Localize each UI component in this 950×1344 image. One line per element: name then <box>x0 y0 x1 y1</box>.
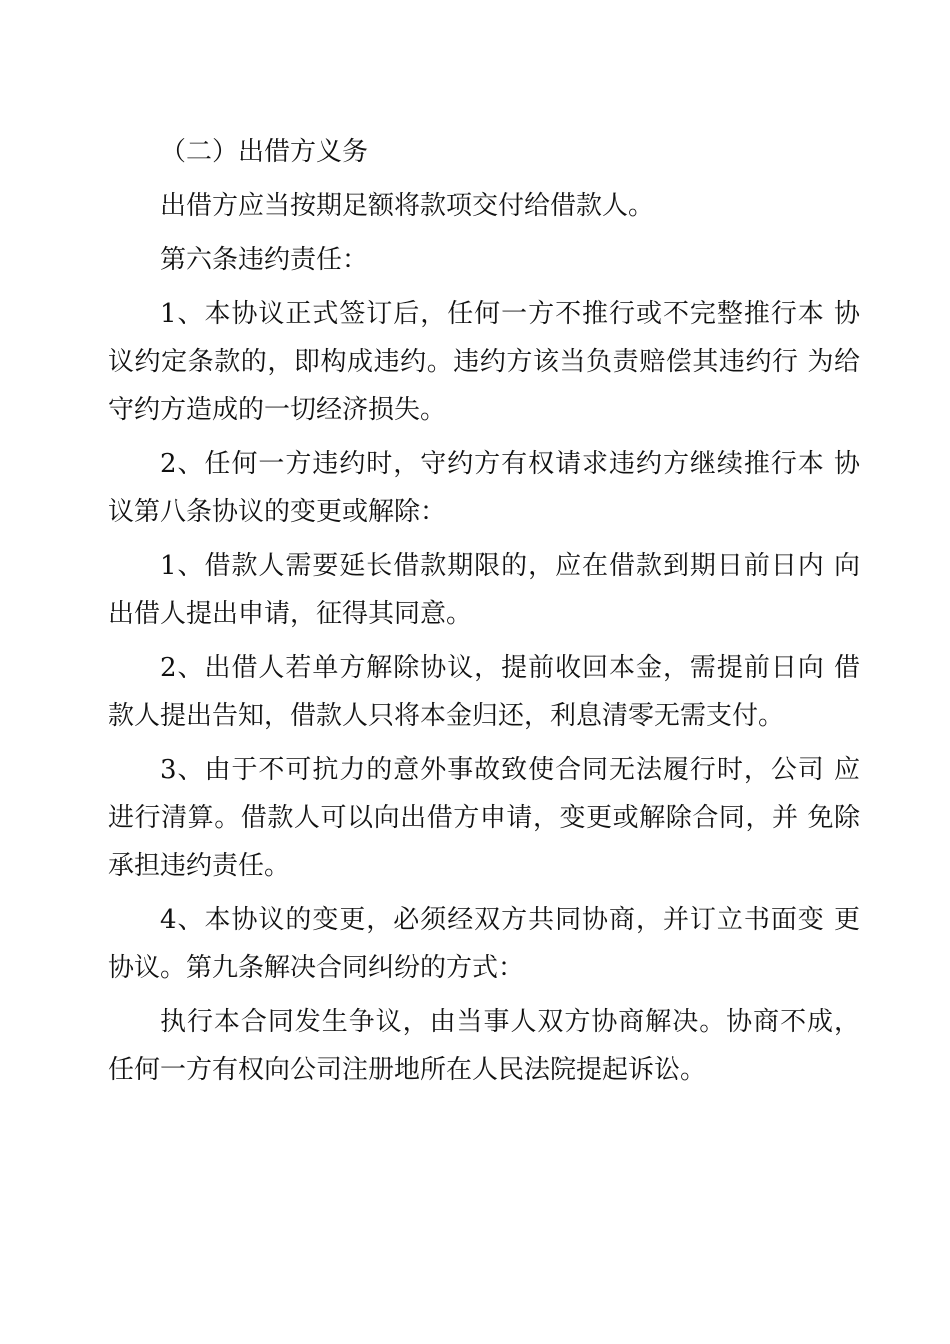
paragraph-early-termination: 2、出借人若单方解除协议，提前收回本金，需提前日向 借款人提出告知，借款人只将本金归还，利息清零无需支付。 <box>108 653 860 731</box>
section-heading-liability: 第六条违约责任： <box>160 245 369 275</box>
paragraph-dispute-resolution: 执行本合同发生争议，由当事人双方协商解决。协商不成，任何一方有权向公司注册地所在人民法院提起诉讼。 <box>108 1007 860 1085</box>
section-heading-lender-obligations: （二）出借方义务 <box>160 137 369 167</box>
paragraph-force-majeure: 3、由于不可抗力的意外事故致使合同无法履行时，公司 应进行清算。借款人可以向出借方申请，变更或解除合同，并 免除承担违约责任。 <box>108 755 860 881</box>
paragraph-extension: 1、借款人需要延长借款期限的，应在借款到期日前日内 向出借人提出申请，征得其同意。 <box>108 551 860 629</box>
paragraph-breach-remedy: 2、任何一方违约时，守约方有权请求违约方继续推行本 协议第八条协议的变更或解除： <box>108 449 860 527</box>
paragraph-breach-definition: 1、本协议正式签订后，任何一方不推行或不完整推行本 协议约定条款的，即构成违约。违约方该当负责赔偿其违约行 为给守约方造成的一切经济损失。 <box>108 299 860 425</box>
document-body <box>108 128 860 1100</box>
paragraph-amendment: 4、本协议的变更，必须经双方共同协商，并订立书面变 更协议。第九条解决合同纠纷的方式： <box>108 905 860 983</box>
paragraph-lender-delivery: 出借方应当按期足额将款项交付给借款人。 <box>160 191 655 221</box>
